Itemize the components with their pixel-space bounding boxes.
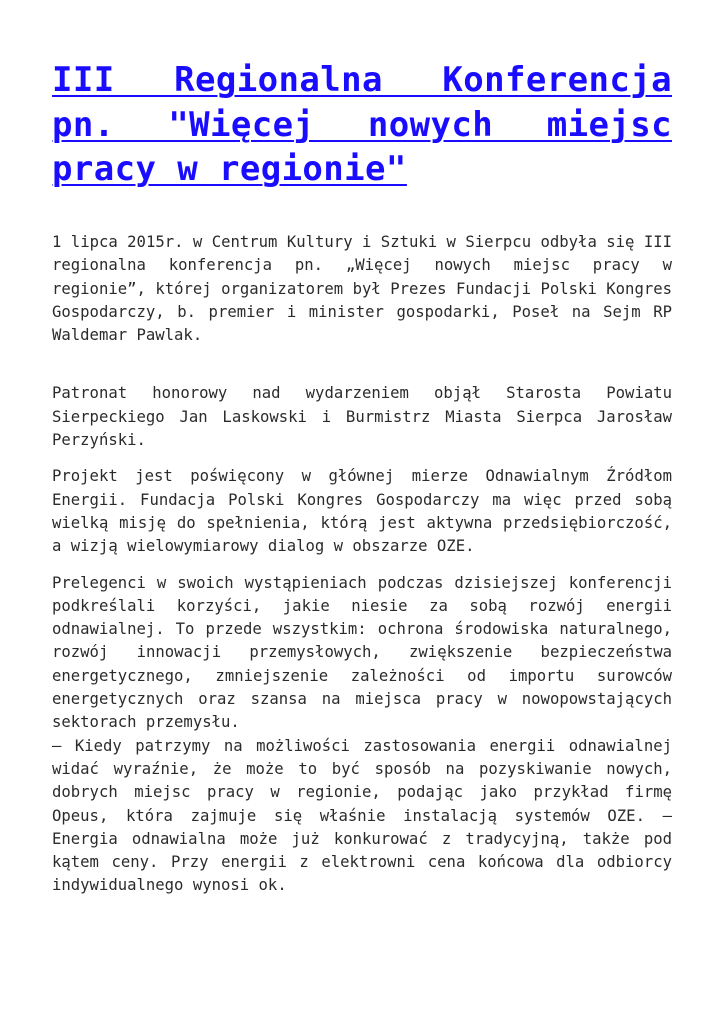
- article-title: [52, 58, 672, 192]
- article-paragraph-3: Projekt jest poświęcony w głównej mierze Odnawialnym Źródłom Energii. Fundacja Polski Kongres Gospodarczy ma więc przed sobą wielką misję do spełnienia, którą jest aktywna przedsiębiorczość, a wizją wielowymiarowy dialog w obszarze OZE.: [52, 467, 672, 556]
- article-paragraph-1: 1 lipca 2015r. w Centrum Kultury i Sztuki w Sierpcu odbyła się III regionalna konferencja pn. „Więcej nowych miejsc pracy w regionie”, której organizatorem był Prezes Fundacji Polski Kongres Gospodarczy, b. premier i minister gospodarki, Poseł na Sejm RP Waldemar Pawlak.: [52, 233, 672, 345]
- article-paragraph-4: Prelegenci w swoich wystąpieniach podczas dzisiejszej konferencji podkreślali korzyści, jakie niesie za sobą rozwój energii odnawialnej. To przede wszystkim: ochrona środowiska naturalnego, rozwój innowacji przemysłowych, zwiększenie bezpieczeństwa energetycznego, zmniejszenie zależności od importu surowców energetycznych oraz szansa na miejsca pracy w nowopowstających sektorach przemysłu.: [52, 573, 672, 732]
- article-paragraph-2: Patronat honorowy nad wydarzeniem objął Starosta Powiatu Sierpeckiego Jan Laskowski i Burmistrz Miasta Sierpca Jarosław Perzyński.: [52, 384, 672, 450]
- article-paragraph-5: – Kiedy patrzymy na możliwości zastosowania energii odnawialnej widać wyraźnie, że może to być sposób na pozyskiwanie nowych, dobrych miejsc pracy w regionie, podając jako przykład firmę Opeus, która zajmuje się właśnie instalacją systemów OZE. – Energia odnawialna może już konkurować z tradycyjną, także pod kątem ceny. Przy energii z elektrowni cena końcowa dla odbiorcy indywidualnego wynosi ok.: [52, 736, 672, 895]
- article-title-link[interactable]: III Regionalna Konferencja pn. "Więcej nowych miejsc pracy w regionie": [52, 60, 672, 189]
- article-body: [52, 231, 672, 898]
